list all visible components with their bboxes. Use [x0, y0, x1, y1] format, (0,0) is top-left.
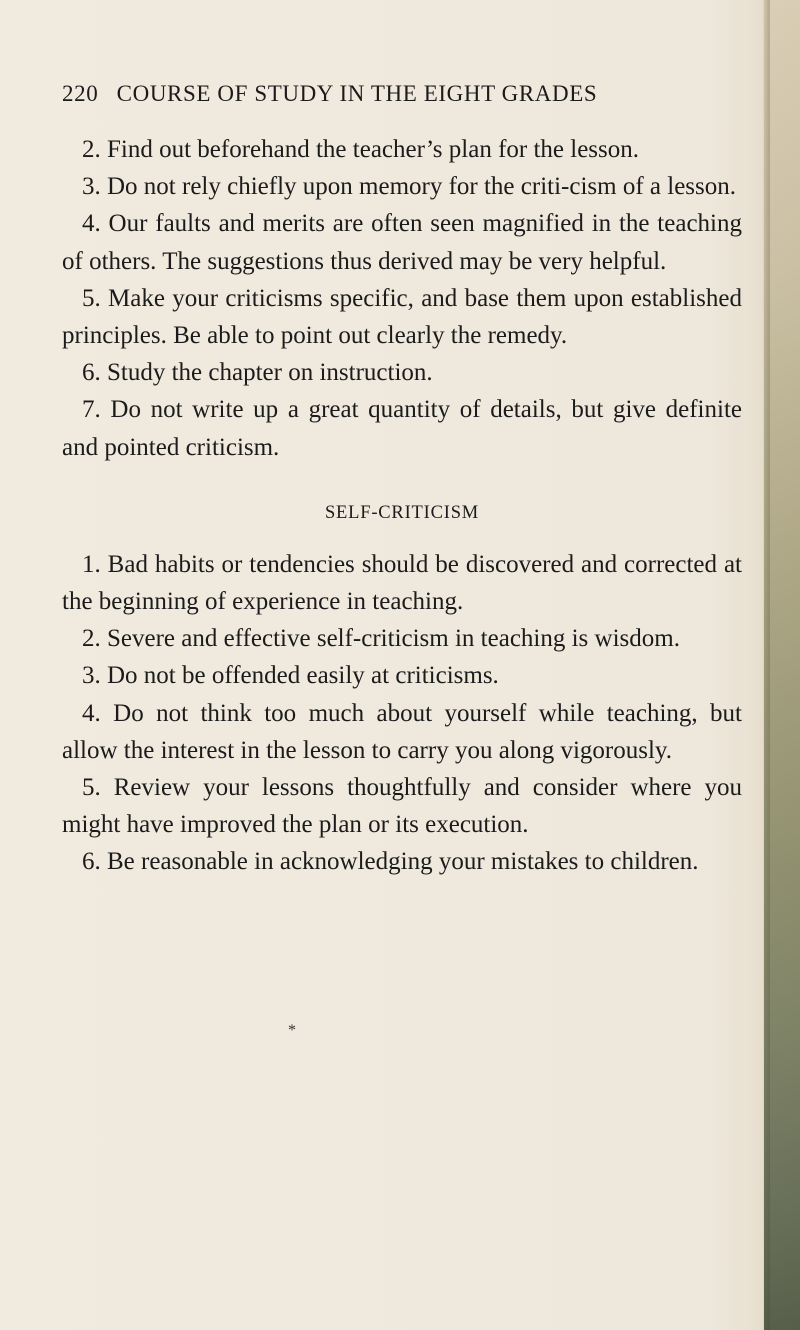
page-number: 220: [62, 81, 99, 106]
self-criticism-item: 1. Bad habits or tendencies should be discovered and corrected at the beginning of experience in teaching.: [62, 550, 742, 616]
page-body: [62, 131, 742, 881]
stray-print-mark: *: [288, 1022, 296, 1039]
running-title: COURSE OF STUDY IN THE EIGHT GRADES: [116, 81, 598, 106]
criticism-item: 4. Our faults and merits are often seen magnified in the teaching of others. The suggestions thus derived may be very helpful.: [62, 210, 742, 275]
self-criticism-item: 2. Severe and effective self-criticism in teaching is wisdom.: [82, 625, 680, 653]
section-heading: SELF-CRITICISM: [324, 502, 480, 523]
self-criticism-item: 5. Review your lessons thoughtfully and consider where you might have improved the plan or its execution.: [62, 774, 742, 839]
criticism-item: 5. Make your criticisms specific, and base them upon established principles. Be able to point out clearly the remedy.: [62, 284, 742, 350]
self-criticism-item: 4. Do not think too much about yourself while teaching, but allow the interest in the lesson to carry you along vigorously.: [62, 699, 742, 764]
criticism-item: 7. Do not write up a great quantity of details, but give definite and pointed criticism.: [62, 396, 742, 461]
criticism-item: 6. Study the chapter on instruction.: [82, 359, 433, 387]
criticism-item: 3. Do not rely chiefly upon memory for the criti-cism of a lesson.: [82, 173, 737, 201]
page-edge-gradient: [762, 0, 770, 1330]
running-header: [62, 81, 597, 107]
criticism-item: 2. Find out beforehand the teacher’s plan for the lesson.: [82, 136, 640, 163]
self-criticism-item: 3. Do not be offended easily at criticisms.: [82, 662, 499, 690]
self-criticism-item: 6. Be reasonable in acknowledging your mistakes to children.: [82, 848, 699, 876]
